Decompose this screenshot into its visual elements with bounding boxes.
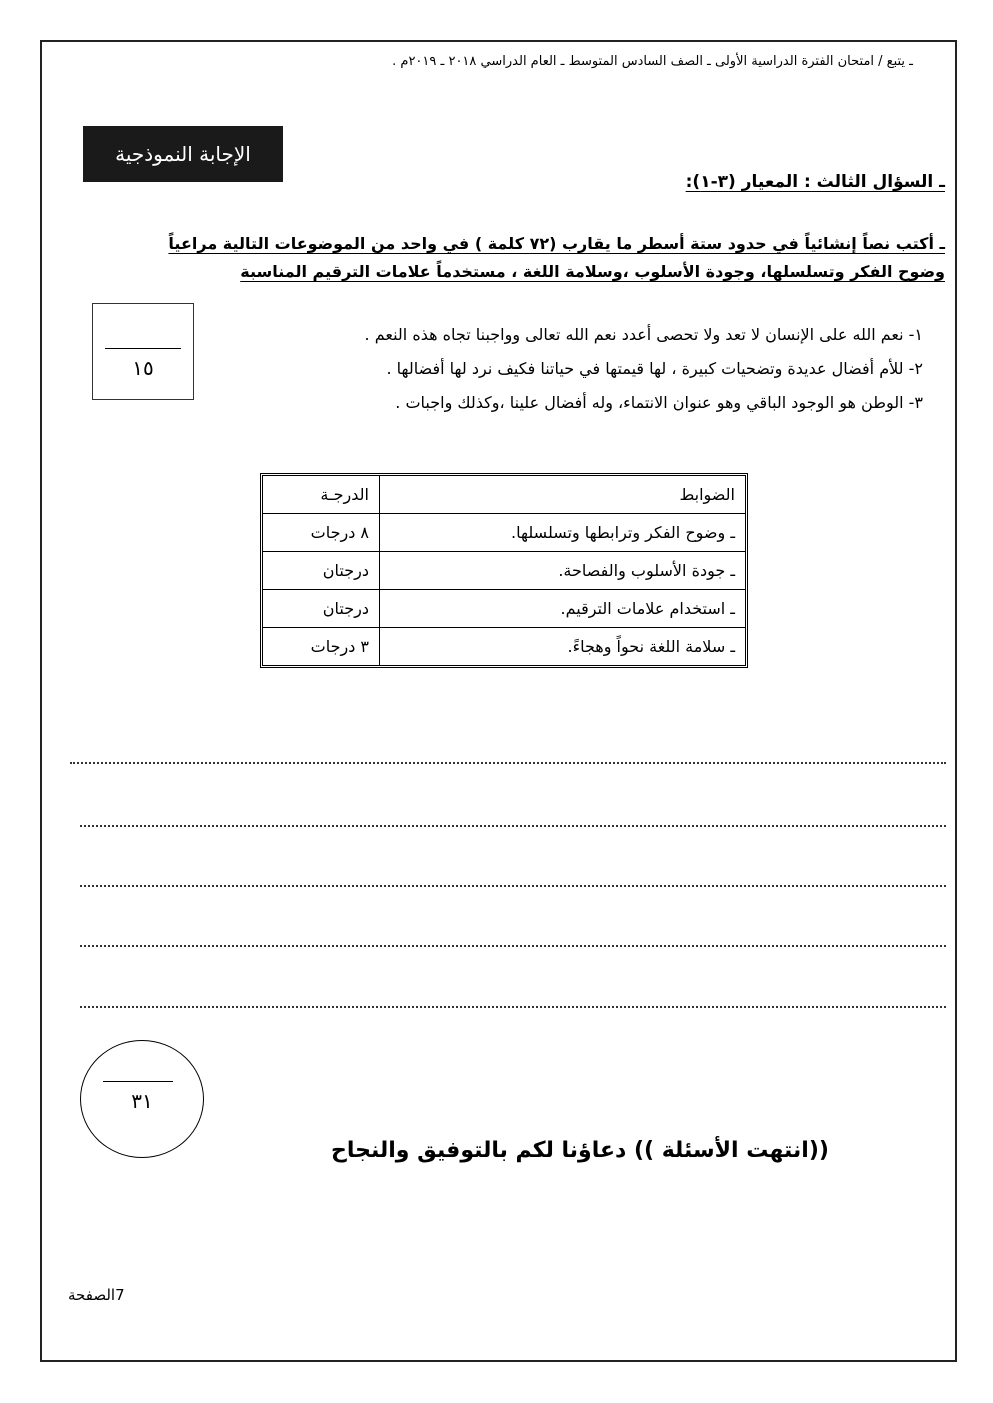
- criterion-cell: ـ سلامة اللغة نحواً وهجاءً.: [380, 628, 746, 666]
- criterion-header: الضوابط: [380, 476, 746, 514]
- total-divider: [103, 1081, 173, 1082]
- instruction-line-1: ـ أكتب نصاً إنشائياً في حدود ستة أسطر ما يقارب (٧٢ كلمة ) في واحد من الموضوعات التالية مراعياً: [168, 234, 945, 253]
- answer-line: [80, 1006, 946, 1008]
- answer-line: [70, 762, 946, 764]
- grade-header: الدرجـة: [263, 476, 380, 514]
- answer-line: [80, 885, 946, 887]
- topic-list: [233, 318, 923, 420]
- table-row: [263, 590, 746, 628]
- closing-text: ((انتهت الأسئلة )) دعاؤنا لكم بالتوفيق والنجاح: [331, 1138, 829, 1163]
- answer-line: [80, 945, 946, 947]
- table-row: [263, 514, 746, 552]
- grade-cell: ٣ درجات: [263, 628, 380, 666]
- topic-item: ٣- الوطن هو الوجود الباقي وهو عنوان الانتماء، وله أفضال علينا ،وكذلك واجبات .: [395, 393, 923, 412]
- score-divider: [105, 348, 181, 349]
- criterion-cell: ـ جودة الأسلوب والفصاحة.: [380, 552, 746, 590]
- grade-cell: ٨ درجات: [263, 514, 380, 552]
- instruction-line-2: وضوح الفكر وتسلسلها، وجودة الأسلوب ،وسلامة اللغة ، مستخدماً علامات الترقيم المناسبة: [240, 262, 945, 281]
- topic-item: ١- نعم الله على الإنسان لا تعد ولا تحصى أعدد نعم الله تعالى وواجبنا تجاه هذه النعم .: [364, 325, 923, 344]
- criterion-cell: ـ وضوح الفكر وترابطها وتسلسلها.: [380, 514, 746, 552]
- model-answer-label: الإجابة النموذجية: [83, 126, 283, 182]
- table-header-row: [263, 476, 746, 514]
- criterion-cell: ـ استخدام علامات الترقيم.: [380, 590, 746, 628]
- topic-item: ٢- للأم أفضال عديدة وتضحيات كبيرة ، لها قيمتها في حياتنا فكيف نرد لها أفضالها .: [386, 359, 923, 378]
- question-title: ـ السؤال الثالث : المعيار (٣-١):: [685, 172, 945, 192]
- page-number: 7الصفحة: [68, 1286, 125, 1304]
- total-score-value: ٣١: [131, 1089, 153, 1113]
- question-instruction: [65, 230, 945, 286]
- criteria-table: [262, 475, 746, 666]
- table-row: [263, 552, 746, 590]
- grade-cell: درجتان: [263, 552, 380, 590]
- exam-header: ـ يتبع / امتحان الفترة الدراسية الأولى ـ الصف السادس المتوسط ـ العام الدراسي ٢٠١٨ ـ ٢٠١٩م .: [392, 54, 913, 69]
- score-value: ١٥: [132, 356, 154, 380]
- table-row: [263, 628, 746, 666]
- score-box: [92, 303, 194, 400]
- total-score-circle: [80, 1040, 204, 1158]
- answer-line: [80, 825, 946, 827]
- grade-cell: درجتان: [263, 590, 380, 628]
